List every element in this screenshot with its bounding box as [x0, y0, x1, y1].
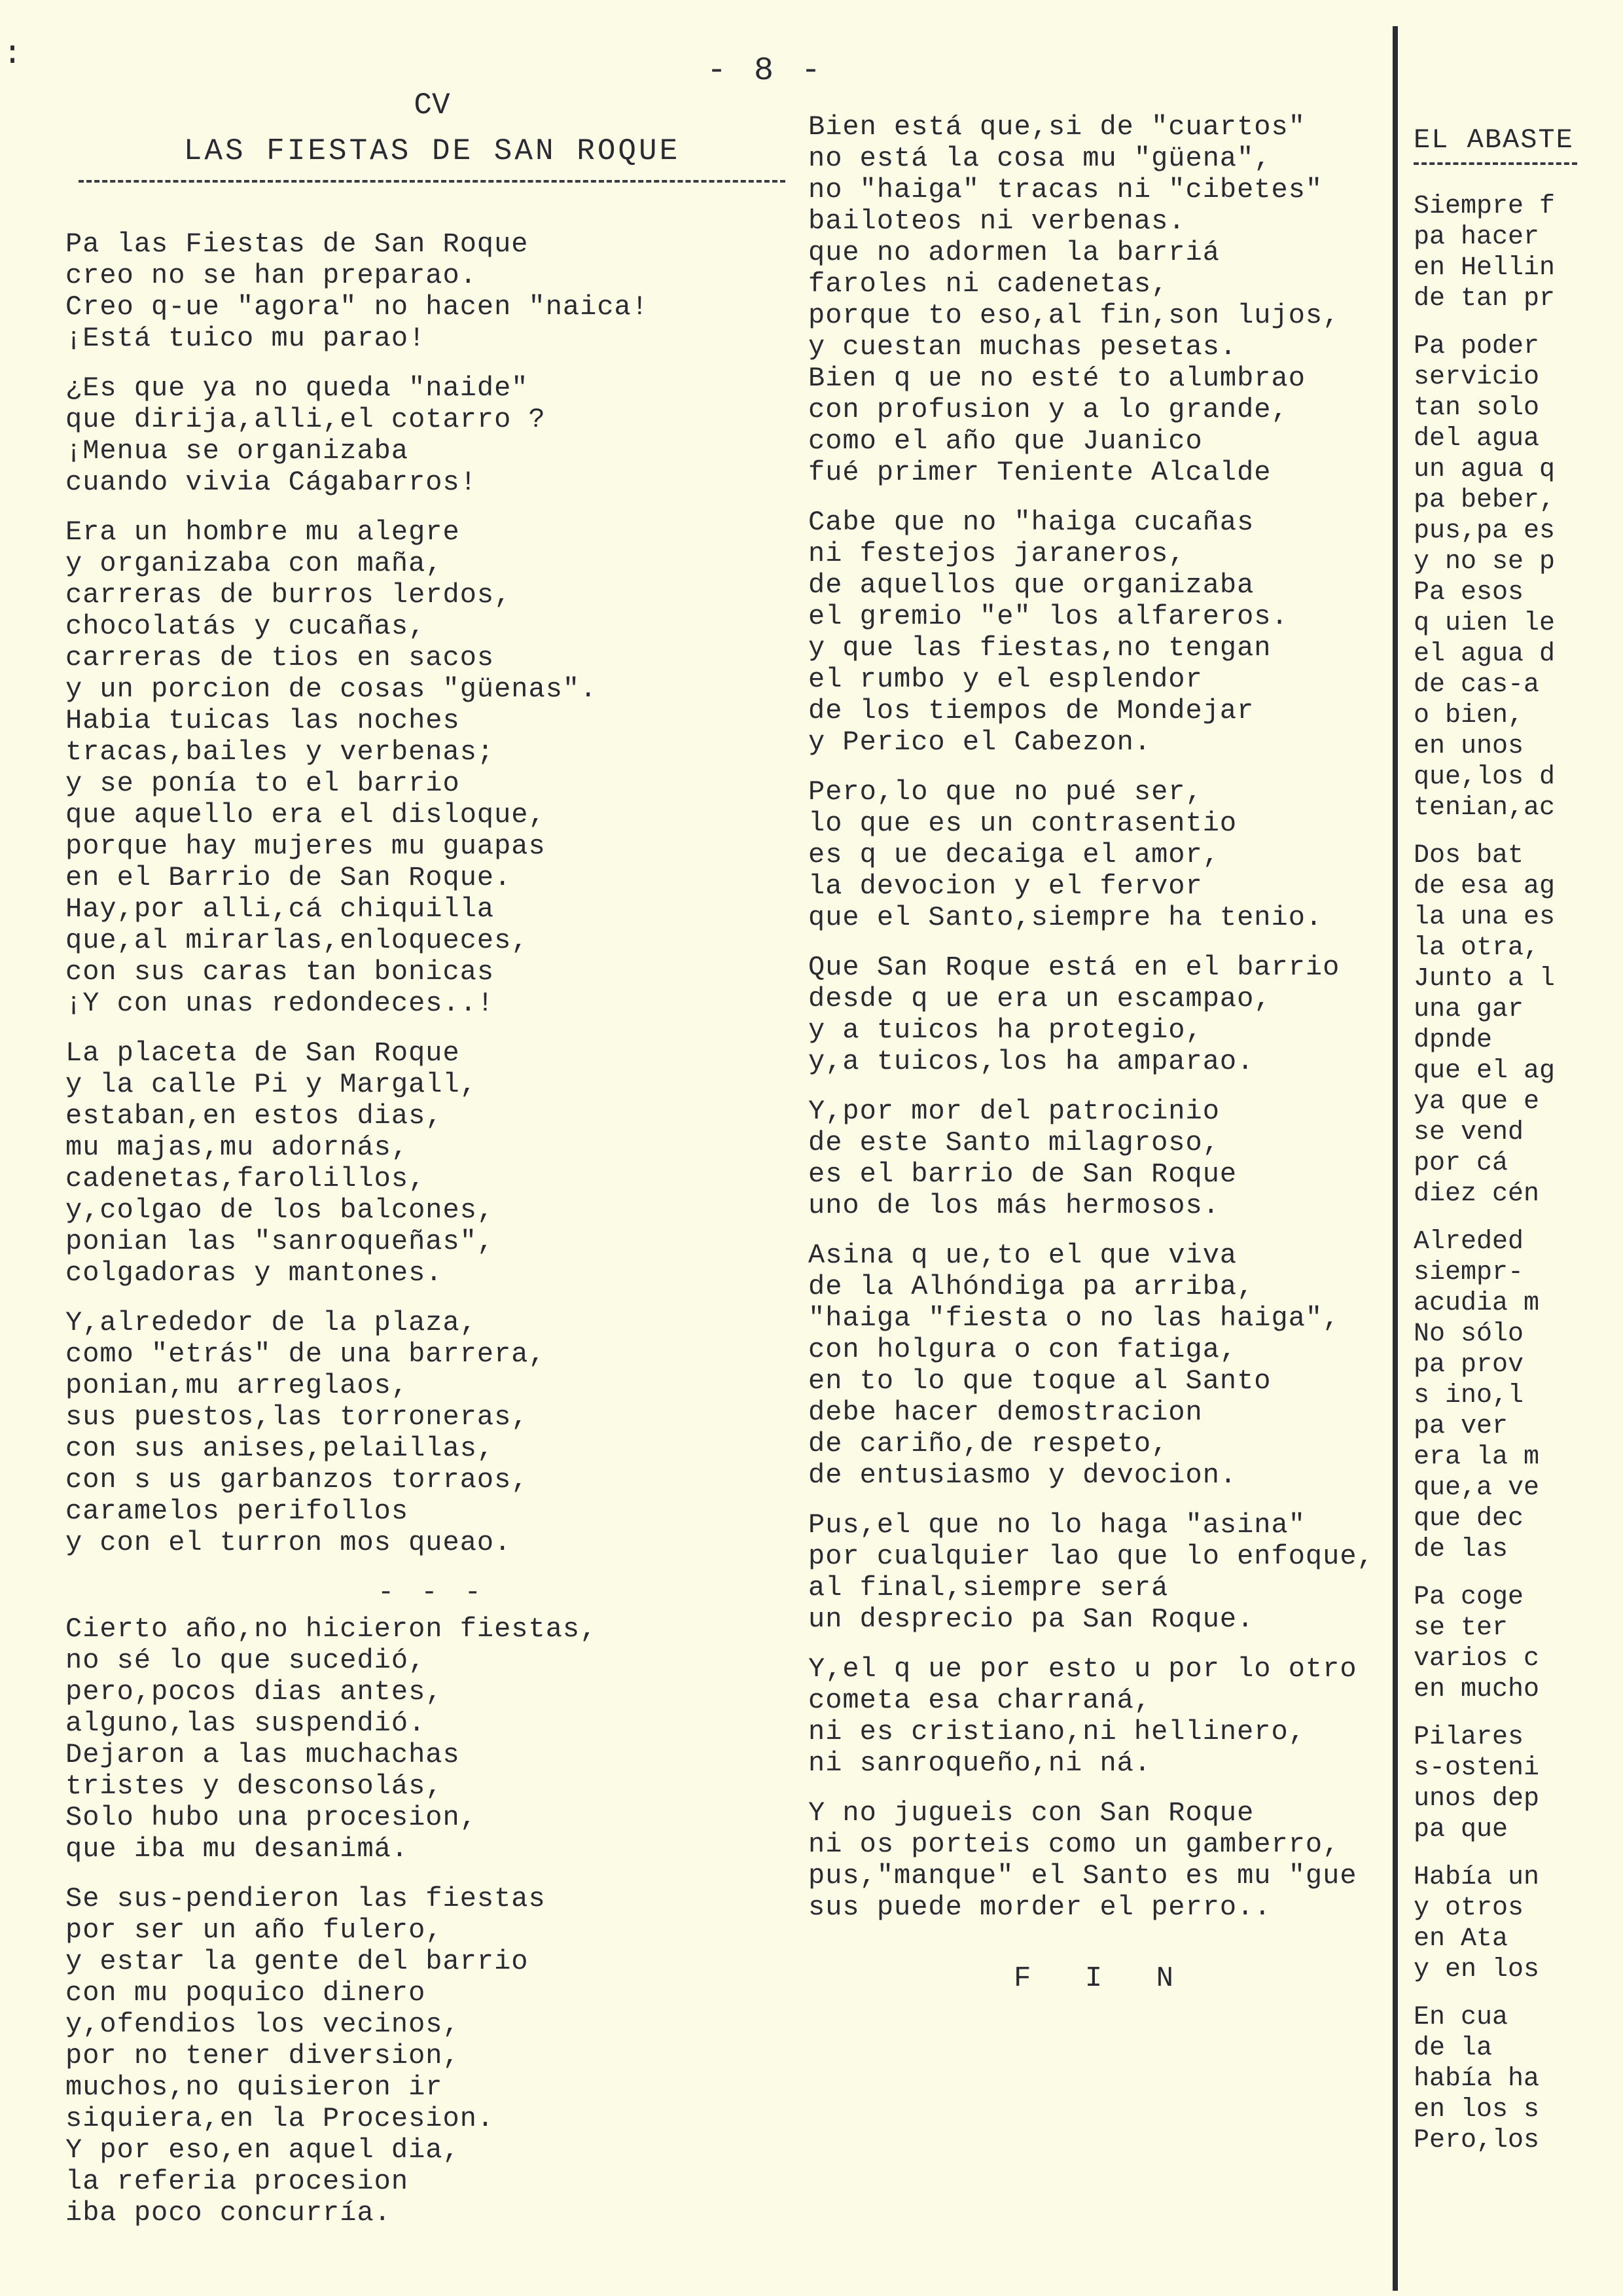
stanza: [808, 952, 1423, 1077]
stanza: [1414, 1862, 1623, 1985]
verse-line: sus puede morder el perro..: [808, 1892, 1272, 1923]
stanza: [1414, 840, 1623, 1210]
verse-line: el agua d: [1414, 639, 1556, 669]
verse-line: bailoteos ni verbenas.: [808, 206, 1186, 237]
verse-line: varios c: [1414, 1644, 1540, 1674]
verse-line: y,ofendios los vecinos,: [65, 2009, 460, 2040]
stanza: [808, 1797, 1423, 1923]
verse-line: con profusion y a lo grande,: [808, 394, 1289, 425]
verse-line: unos dep: [1414, 1784, 1540, 1814]
verse-line: Había un: [1414, 1863, 1540, 1892]
verse-line: al final,siempre será: [808, 1572, 1169, 1604]
verse-line: la otra,: [1414, 933, 1540, 963]
verse-line: en to lo que toque al Santo: [808, 1365, 1272, 1397]
verse-line: de las: [1414, 1535, 1524, 1564]
verse-line: pa que: [1414, 1815, 1524, 1844]
verse-line: ni festejos jaraneros,: [808, 538, 1186, 569]
verse-line: que,a ve: [1414, 1473, 1540, 1503]
verse-line: lo que es un contrasentio: [808, 808, 1238, 839]
verse-line: Dejaron a las muchachas: [65, 1739, 460, 1770]
verse-line: tenian,ac: [1414, 793, 1556, 823]
stanza: [65, 1883, 798, 2229]
verse-line: cadenetas,farolillos,: [65, 1163, 426, 1194]
verse-line: por cualquier lao que lo enfoque,: [808, 1541, 1374, 1572]
verse-line: uno de los más hermosos.: [808, 1190, 1220, 1221]
verse-line: pa ver: [1414, 1412, 1524, 1441]
stanza: [65, 228, 798, 354]
verse-line: pa beber,: [1414, 486, 1556, 515]
stanza: [808, 776, 1423, 933]
verse-line: Junto a l: [1414, 964, 1556, 994]
verse-line: Alreded: [1414, 1227, 1524, 1257]
verse-line: ni sanroqueño,ni ná.: [808, 1748, 1152, 1779]
verse-line: la referia procesion: [65, 2166, 409, 2197]
verse-line: que no adormen la barriá: [808, 237, 1220, 268]
verse-line: es q ue decaiga el amor,: [808, 839, 1220, 870]
verse-line: en unos: [1414, 732, 1540, 761]
verse-line: colgadoras y mantones.: [65, 1257, 443, 1289]
stanza: [1414, 1227, 1623, 1565]
verse-line: Bien q ue no esté to alumbrao: [808, 363, 1306, 394]
verse-line: de los tiempos de Mondejar: [808, 695, 1255, 726]
verse-line: cuando vivia Cágabarros!: [65, 467, 477, 498]
verse-line: Y,alrededor de la plaza,: [65, 1307, 477, 1338]
column-divider: [1393, 26, 1398, 2291]
verse-line: dpnde: [1414, 1026, 1508, 1055]
verse-line: La placeta de San Roque: [65, 1037, 460, 1069]
title-underline: [79, 180, 785, 183]
verse-line: de esa ag: [1414, 872, 1556, 901]
verse-line: en mucho: [1414, 1675, 1540, 1704]
verse-line: con holgura o con fatiga,: [808, 1334, 1238, 1365]
verse-line: del agua: [1414, 424, 1540, 454]
verse-line: debe hacer demostracion: [808, 1397, 1203, 1428]
verse-line: servicio: [1414, 363, 1540, 392]
verse-line: que,al mirarlas,enloqueces,: [65, 925, 529, 956]
verse-line: Pa poder: [1414, 332, 1540, 361]
verse-line: q uien le: [1414, 609, 1556, 638]
verse-line: porque hay mujeres mu guapas: [65, 831, 546, 862]
stanza: [65, 1613, 798, 1865]
verse-line: "haiga "fiesta o no las haiga",: [808, 1302, 1340, 1334]
verse-line: Asina q ue,to el que viva: [808, 1240, 1238, 1271]
verse-line: diez cén: [1414, 1179, 1540, 1209]
verse-line: Y,el q ue por esto u por lo otro: [808, 1653, 1357, 1685]
verse-line: y otros: [1414, 1893, 1524, 1923]
verse-line: muchos,no quisieron ir: [65, 2072, 443, 2103]
verse-line: Era un hombre mu alegre: [65, 516, 460, 548]
verse-line: se vend: [1414, 1118, 1524, 1147]
verse-line: de este Santo milagroso,: [808, 1127, 1220, 1158]
right-column: [1414, 98, 1623, 2291]
verse-line: por no tener diversion,: [65, 2040, 460, 2072]
verse-line: tristes y desconsolás,: [65, 1770, 443, 1802]
verse-line: en Ata: [1414, 1924, 1508, 1954]
verse-line: chocolatás y cucañas,: [65, 611, 426, 642]
stanza-separator: - - -: [377, 1577, 487, 1608]
verse-line: sus puestos,las torroneras,: [65, 1401, 529, 1433]
verse-line: y la calle Pi y Margall,: [65, 1069, 477, 1100]
verse-line: que,los d: [1414, 762, 1556, 792]
stanza: [808, 1653, 1423, 1779]
verse-line: fué primer Teniente Alcalde: [808, 457, 1272, 488]
verse-line: ponian las "sanroqueñas",: [65, 1226, 495, 1257]
verse-line: siquiera,en la Procesion.: [65, 2103, 495, 2134]
verse-line: Bien está que,si de "cuartos": [808, 111, 1306, 143]
verse-line: de cariño,de respeto,: [808, 1428, 1169, 1460]
stanza: [1414, 2002, 1623, 2156]
verse-line: Pa coge: [1414, 1583, 1524, 1612]
verse-line: estaban,en estos dias,: [65, 1100, 443, 1132]
verse-line: y que las fiestas,no tengan: [808, 632, 1272, 664]
left-stanzas: [65, 228, 798, 1558]
left-stanzas-after: [65, 1613, 798, 2229]
verse-line: por ser un año fulero,: [65, 1914, 443, 1946]
stanza: [65, 1037, 798, 1289]
verse-line: ya que e: [1414, 1087, 1540, 1117]
verse-line: se ter: [1414, 1613, 1508, 1643]
verse-line: y cuestan muchas pesetas.: [808, 331, 1238, 363]
stanza: [1414, 1582, 1623, 1705]
middle-column: [808, 111, 1423, 1995]
verse-line: Pa esos: [1414, 578, 1540, 607]
verse-line: en Hellin: [1414, 253, 1556, 283]
verse-line: con sus caras tan bonicas: [65, 956, 495, 988]
stanza: [808, 1509, 1423, 1635]
verse-line: iba poco concurría.: [65, 2197, 391, 2229]
verse-line: s-osteni: [1414, 1753, 1540, 1783]
verse-line: como el año que Juanico: [808, 425, 1203, 457]
verse-line: Pilares: [1414, 1723, 1524, 1752]
verse-line: no está la cosa mu "güena",: [808, 143, 1272, 174]
verse-line: o bien,: [1414, 701, 1524, 730]
verse-line: no sé lo que sucedió,: [65, 1645, 426, 1676]
verse-line: Siempre f: [1414, 192, 1556, 221]
middle-stanzas: [808, 111, 1423, 1923]
fin-label: F I N: [1013, 1962, 1192, 1995]
verse-line: alguno,las suspendió.: [65, 1708, 426, 1739]
verse-line: y a tuicos ha protegio,: [808, 1014, 1203, 1046]
left-column: [65, 88, 798, 2247]
verse-line: el rumbo y el esplendor: [808, 664, 1203, 695]
verse-line: carreras de tios en sacos: [65, 642, 495, 673]
verse-line: un agua q: [1414, 455, 1556, 484]
verse-line: que iba mu desanimá.: [65, 1833, 409, 1865]
right-stanzas: [1414, 191, 1623, 2156]
verse-line: ponian,mu arreglaos,: [65, 1370, 409, 1401]
verse-line: cometa esa charraná,: [808, 1685, 1152, 1716]
verse-line: Que San Roque está en el barrio: [808, 952, 1340, 983]
verse-line: era la m: [1414, 1443, 1540, 1472]
verse-line: una gar: [1414, 995, 1524, 1024]
verse-line: Hay,por alli,cá chiquilla: [65, 893, 495, 925]
stanza: [65, 516, 798, 1019]
verse-line: y un porcion de cosas "güenas".: [65, 673, 597, 705]
verse-line: En cua: [1414, 2003, 1508, 2032]
verse-line: la devocion y el fervor: [808, 870, 1203, 902]
verse-line: que el ag: [1414, 1056, 1556, 1086]
verse-line: porque to eso,al fin,son lujos,: [808, 300, 1340, 331]
verse-line: como "etrás" de una barrera,: [65, 1338, 546, 1370]
verse-line: pero,pocos dias antes,: [65, 1676, 443, 1708]
stanza: [808, 111, 1423, 488]
stanza: [1414, 1722, 1623, 1845]
verse-line: Y no jugueis con San Roque: [808, 1797, 1255, 1829]
verse-line: acudia m: [1414, 1289, 1540, 1318]
verse-line: ni os porteis como un gamberro,: [808, 1829, 1340, 1860]
verse-line: ni es cristiano,ni hellinero,: [808, 1716, 1306, 1748]
verse-line: de cas-a: [1414, 670, 1540, 700]
stanza: [808, 1096, 1423, 1221]
verse-line: y con el turron mos queao.: [65, 1527, 512, 1558]
stanza: [808, 507, 1423, 758]
verse-line: Y,por mor del patrocinio: [808, 1096, 1220, 1127]
verse-line: y Perico el Cabezon.: [808, 726, 1152, 758]
punch-hole-mark: :: [3, 36, 23, 73]
verse-line: y,colgao de los balcones,: [65, 1194, 495, 1226]
stanza: [65, 1307, 798, 1558]
verse-line: tracas,bailes y verbenas;: [65, 736, 495, 768]
right-title-underline: [1414, 162, 1577, 165]
verse-line: Solo hubo una procesion,: [65, 1802, 477, 1833]
stanza: [808, 1240, 1423, 1491]
verse-line: s ino,l: [1414, 1381, 1524, 1410]
stanza: [1414, 331, 1623, 823]
verse-line: no "haiga" tracas ni "cibetes": [808, 174, 1323, 206]
verse-line: de la Alhóndiga pa arriba,: [808, 1271, 1255, 1302]
verse-line: Se sus-pendieron las fiestas: [65, 1883, 546, 1914]
verse-line: faroles ni cadenetas,: [808, 268, 1169, 300]
verse-line: pa prov: [1414, 1350, 1524, 1380]
verse-line: en los s: [1414, 2095, 1540, 2125]
stanza: [65, 372, 798, 498]
verse-line: y,a tuicos,los ha amparao.: [808, 1046, 1255, 1077]
verse-line: de la: [1414, 2034, 1508, 2063]
verse-line: y se ponía to el barrio: [65, 768, 460, 799]
verse-line: de aquellos que organizaba: [808, 569, 1255, 601]
verse-line: Habia tuicas las noches: [65, 705, 460, 736]
poem-number: CV: [414, 88, 450, 122]
verse-line: ¡Y con unas redondeces..!: [65, 988, 495, 1019]
poem-title: LAS FIESTAS DE SAN ROQUE: [183, 134, 681, 168]
verse-line: es el barrio de San Roque: [808, 1158, 1238, 1190]
verse-line: de entusiasmo y devocion.: [808, 1460, 1238, 1491]
verse-line: que dec: [1414, 1504, 1524, 1534]
verse-line: la una es: [1414, 903, 1556, 932]
stanza: [1414, 191, 1623, 314]
verse-line: con s us garbanzos torraos,: [65, 1464, 529, 1496]
verse-line: caramelos perifollos: [65, 1496, 409, 1527]
verse-line: Pero,lo que no pué ser,: [808, 776, 1203, 808]
verse-line: mu majas,mu adornás,: [65, 1132, 409, 1163]
verse-line: Cierto año,no hicieron fiestas,: [65, 1613, 597, 1645]
right-title: EL ABASTE: [1414, 124, 1574, 156]
verse-line: Pus,el que no lo haga "asina": [808, 1509, 1306, 1541]
verse-line: Pero,los: [1414, 2126, 1540, 2155]
verse-line: Dos bat: [1414, 841, 1524, 870]
verse-line: y no se p: [1414, 547, 1556, 577]
verse-line: pus,"manque" el Santo es mu "gue: [808, 1860, 1357, 1892]
verse-line: Pa las Fiestas de San Roque: [65, 228, 529, 260]
verse-line: por cá: [1414, 1149, 1524, 1178]
page-number: - 8 -: [707, 52, 825, 90]
verse-line: con mu poquico dinero: [65, 1977, 426, 2009]
verse-line: y en los: [1414, 1955, 1540, 1984]
verse-line: desde q ue era un escampao,: [808, 983, 1272, 1014]
verse-line: y estar la gente del barrio: [65, 1946, 529, 1977]
verse-line: Y por eso,en aquel dia,: [65, 2134, 460, 2166]
verse-line: en el Barrio de San Roque.: [65, 862, 512, 893]
verse-line: había ha: [1414, 2064, 1540, 2094]
verse-line: No sólo: [1414, 1319, 1540, 1349]
verse-line: tan solo: [1414, 393, 1540, 423]
verse-line: que dirija,alli,el cotarro ?: [65, 404, 546, 435]
verse-line: de tan pr: [1414, 284, 1556, 314]
verse-line: pa hacer: [1414, 223, 1540, 252]
verse-line: y organizaba con maña,: [65, 548, 443, 579]
verse-line: ¡Está tuico mu parao!: [65, 323, 426, 354]
verse-line: ¡Menua se organizaba: [65, 435, 409, 467]
verse-line: Cabe que no "haiga cucañas: [808, 507, 1255, 538]
verse-line: el gremio "e" los alfareros.: [808, 601, 1289, 632]
verse-line: que aquello era el disloque,: [65, 799, 546, 831]
verse-line: Creo q-ue "agora" no hacen "naica!: [65, 291, 649, 323]
verse-line: que el Santo,siempre ha tenio.: [808, 902, 1323, 933]
verse-line: pus,pa es: [1414, 516, 1556, 546]
verse-line: con sus anises,pelaillas,: [65, 1433, 495, 1464]
verse-line: un desprecio pa San Roque.: [808, 1604, 1255, 1635]
verse-line: ¿Es que ya no queda "naide": [65, 372, 529, 404]
verse-line: carreras de burros lerdos,: [65, 579, 512, 611]
verse-line: creo no se han preparao.: [65, 260, 477, 291]
verse-line: siempr-: [1414, 1258, 1524, 1287]
